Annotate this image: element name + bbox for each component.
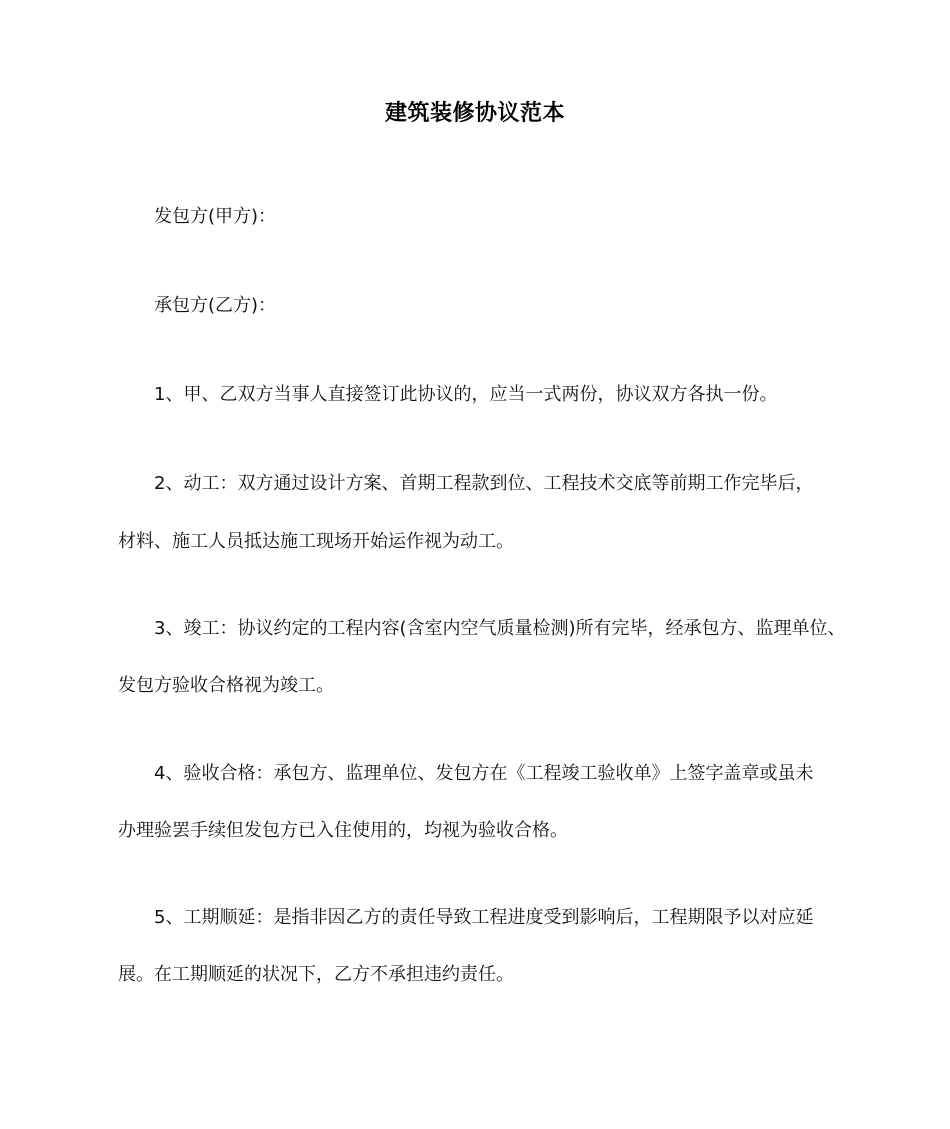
clause-5-line-1: 5、工期顺延：是指非因乙方的责任导致工程进度受到影响后，工程期限予以对应延	[154, 907, 814, 928]
clause-3-line-2: 发包方验收合格视为竣工。	[118, 675, 334, 696]
clause-3-line-1: 3、竣工：协议约定的工程内容(含室内空气质量检测)所有完毕，经承包方、监理单位、	[154, 618, 846, 639]
party-b-label: 承包方(乙方)：	[154, 295, 277, 316]
clause-5-line-2: 展。在工期顺延的状况下，乙方不承担违约责任。	[118, 964, 514, 985]
clause-2-line-2: 材料、施工人员抵达施工现场开始运作视为动工。	[118, 531, 514, 552]
clause-4-line-1: 4、验收合格：承包方、监理单位、发包方在《工程竣工验收单》上签字盖章或虽未	[154, 763, 814, 784]
clause-1: 1、甲、乙双方当事人直接签订此协议的，应当一式两份，协议双方各执一份。	[154, 384, 778, 405]
clause-4-line-2: 办理验罢手续但发包方已入住使用的，均视为验收合格。	[118, 820, 568, 841]
clause-2-line-1: 2、动工：双方通过设计方案、首期工程款到位、工程技术交底等前期工作完毕后，	[154, 473, 814, 494]
party-a-label: 发包方(甲方)：	[154, 206, 277, 227]
document-title: 建筑装修协议范本	[384, 101, 565, 126]
